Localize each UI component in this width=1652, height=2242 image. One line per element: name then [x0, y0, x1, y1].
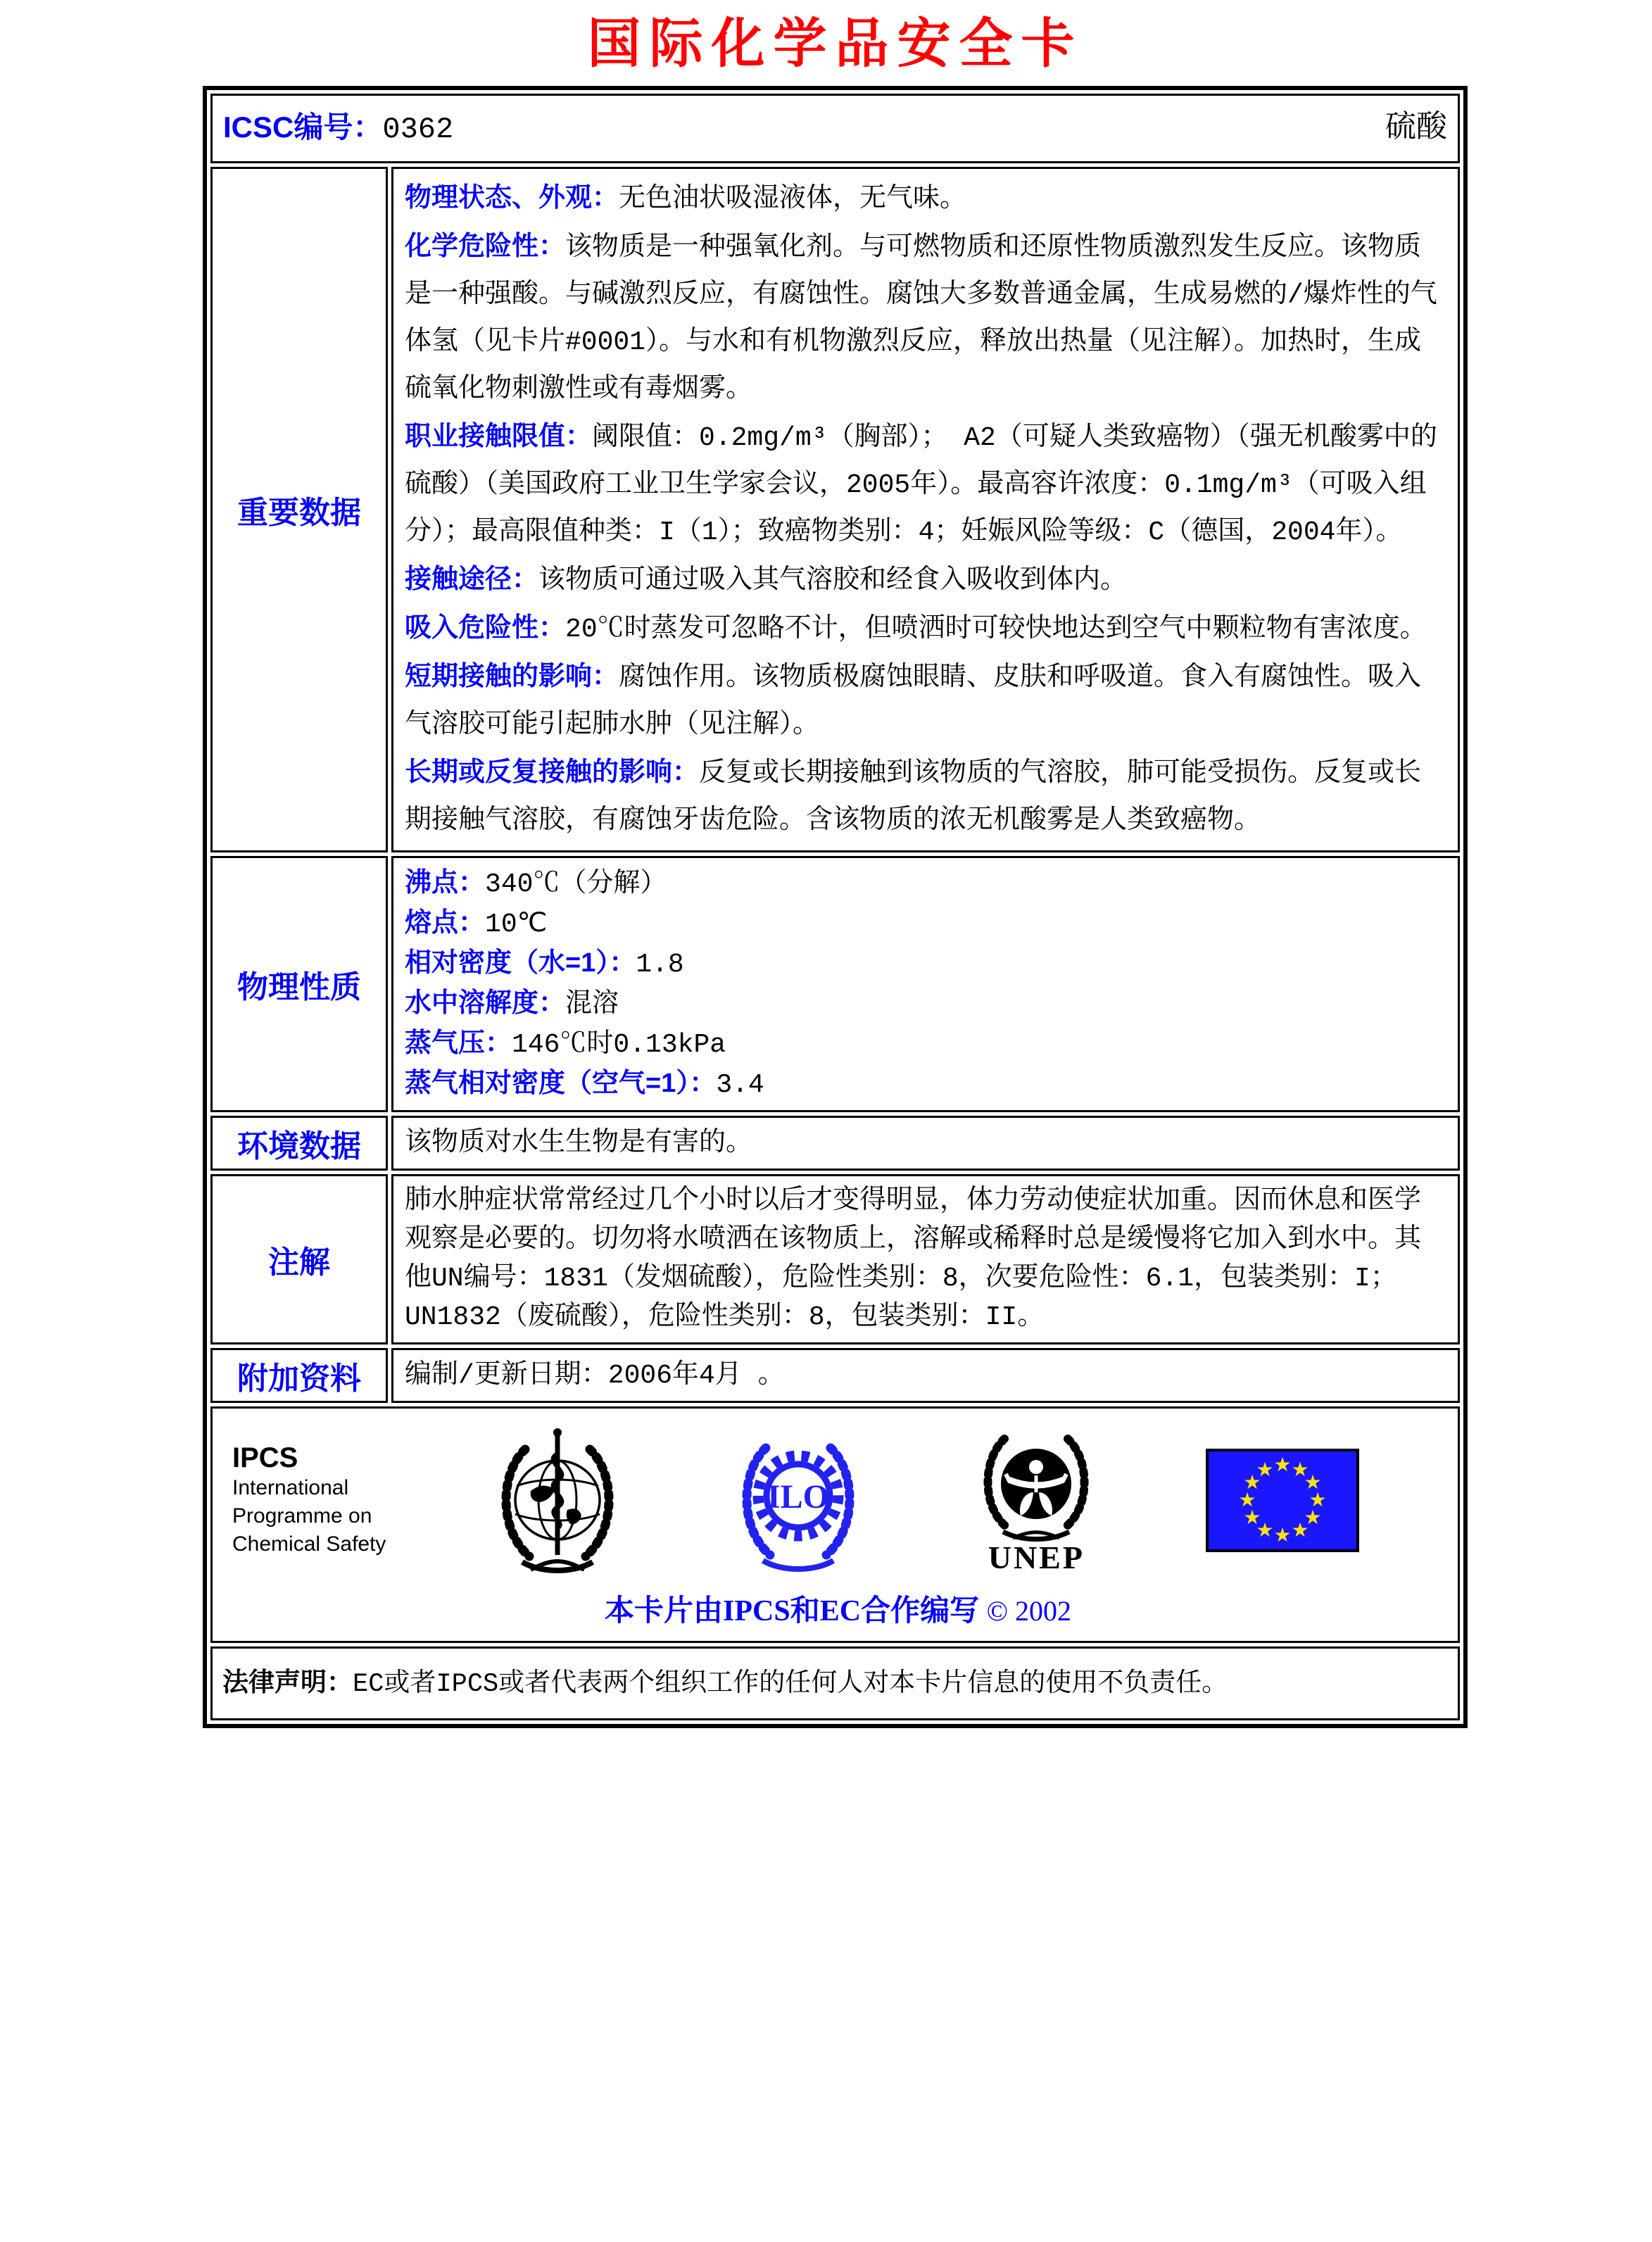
field-label: 熔点：	[405, 908, 486, 938]
svg-text:★: ★	[1256, 1457, 1274, 1481]
field-label: 吸入危险性：	[405, 613, 566, 643]
field-relative-density	[405, 944, 1446, 984]
section-label-important: 重要数据	[210, 167, 388, 852]
ipcs-line-3: Chemical Safety	[232, 1532, 386, 1556]
field-notes: 肺水肿症状常常经过几个小时以后才变得明显，体力劳动使症状加重。因而休息和医学观察是必要的。切勿将水喷洒在该物质上，溶解或稀释时总是缓慢将它加入到水中。其他UN编号：1831（发烟硫酸），危险性类别：8，次要危险性：6.1，包装类别：I；UN1832（废硫酸），危险性类别：8，包装类别：II。	[405, 1186, 1422, 1333]
legal-notice	[210, 1646, 1460, 1720]
ipcs-acronym: IPCS	[232, 1442, 298, 1473]
field-label: 水中溶解度：	[405, 988, 566, 1018]
svg-text:★: ★	[1273, 1452, 1292, 1476]
field-label: 物理状态、外观：	[405, 183, 619, 213]
copyright-text: © 2002	[986, 1595, 1071, 1627]
field-label: 相对密度（水=1）：	[405, 948, 636, 978]
notes-content	[391, 1174, 1460, 1344]
field-boiling-point	[405, 864, 1446, 904]
ipcs-line-1: International	[232, 1476, 349, 1499]
field-label: 化学危险性：	[405, 232, 566, 261]
field-value: 反复或长期接触到该物质的气溶胶，肺可能受损伤。反复或长期接触气溶胶，有腐蚀牙齿危险。含该物质的浓无机酸雾是人类致癌物。	[405, 759, 1422, 836]
title-bar	[203, 14, 1468, 75]
page-title: 国际化学品安全卡	[587, 14, 1083, 74]
field-inhalation-risk	[405, 605, 1446, 653]
ilo-letters: ILO	[767, 1478, 829, 1516]
field-value: 无色油状吸湿液体，无气味。	[619, 184, 967, 215]
svg-text:★: ★	[1291, 1457, 1309, 1481]
svg-text:★: ★	[1304, 1470, 1322, 1494]
field-label: 沸点：	[405, 868, 486, 898]
legal-row	[210, 1646, 1460, 1720]
field-update-date: 编制/更新日期：2006年4月 。	[405, 1360, 785, 1391]
environmental-data-row	[210, 1116, 1460, 1171]
field-melting-point	[405, 904, 1446, 944]
field-occupational-limits	[405, 413, 1446, 556]
field-label: 接触途径：	[405, 565, 539, 594]
field-label: 蒸气相对密度（空气=1）：	[405, 1069, 717, 1098]
who-logo-icon	[488, 1424, 626, 1576]
ilo-logo-icon	[729, 1425, 867, 1575]
unep-wordmark: UNEP	[988, 1539, 1085, 1575]
header-row	[210, 94, 1460, 163]
field-physical-state	[405, 175, 1446, 223]
environmental-data-content	[391, 1116, 1460, 1171]
section-label-additional: 附加资料	[210, 1348, 388, 1403]
field-water-solubility	[405, 984, 1446, 1024]
additional-info-row	[210, 1348, 1460, 1403]
safety-card-table	[203, 86, 1468, 1728]
additional-info-content	[391, 1348, 1460, 1403]
icsc-number-value: 0362	[382, 113, 454, 146]
icsc-number-label: ICSC编号：	[223, 111, 383, 144]
svg-text:★: ★	[1238, 1487, 1256, 1511]
field-vapor-pressure	[405, 1024, 1446, 1064]
svg-text:★: ★	[1256, 1518, 1274, 1542]
field-exposure-routes	[405, 556, 1446, 605]
field-value: 该物质是一种强氧化剂。与可燃物质和还原性物质激烈发生反应。该物质是一种强酸。与碱激烈反应，有腐蚀性。腐蚀大多数普通金属，生成易燃的/爆炸性的气体氢（见卡片#0001）。与水和有机物激烈反应，释放出热量（见注解）。加热时，生成硫氧化物刺激性或有毒烟雾。	[405, 233, 1437, 405]
physical-properties-content	[391, 856, 1460, 1112]
field-short-term-effects	[405, 653, 1446, 749]
field-value: 混溶	[565, 990, 619, 1020]
field-label: 蒸气压：	[405, 1028, 512, 1058]
section-label-environment: 环境数据	[210, 1116, 388, 1171]
ipcs-line-2: Programme on	[232, 1504, 372, 1528]
field-value: 腐蚀作用。该物质极腐蚀眼睛、皮肤和呼吸道。食入有腐蚀性。吸入气溶胶可能引起肺水肿（见注解）。	[405, 663, 1422, 741]
organization-logos	[225, 1421, 1451, 1576]
field-label: 职业接触限值：	[405, 422, 593, 451]
chemical-name: 硫酸	[1385, 111, 1447, 146]
field-label: 长期或反复接触的影响：	[405, 757, 700, 787]
eu-flag-icon	[1206, 1449, 1359, 1552]
notes-row	[210, 1174, 1460, 1344]
field-value: 20℃时蒸发可忽略不计，但喷洒时可较快地达到空气中颗粒物有害浓度。	[565, 615, 1427, 645]
field-value: 3.4	[716, 1070, 764, 1100]
legal-notice-text: EC或者IPCS或者代表两个组织工作的任何人对本卡片信息的使用不负责任。	[353, 1670, 1228, 1699]
field-value: 该物质可通过吸入其气溶胶和经食入吸收到体内。	[538, 566, 1128, 596]
legal-notice-label: 法律声明：	[222, 1668, 353, 1696]
svg-text:★: ★	[1291, 1518, 1309, 1542]
svg-text:★: ★	[1304, 1505, 1322, 1529]
field-label: 短期接触的影响：	[405, 662, 619, 691]
svg-text:★: ★	[1243, 1505, 1261, 1529]
svg-text:★: ★	[1309, 1487, 1327, 1511]
important-data-content	[391, 167, 1460, 852]
field-chemical-danger	[405, 223, 1446, 413]
field-environment: 该物质对水生生物是有害的。	[405, 1128, 753, 1159]
svg-text:★: ★	[1243, 1470, 1261, 1494]
ipcs-text-block	[232, 1442, 386, 1558]
card-header	[213, 96, 1457, 160]
physical-properties-row	[210, 856, 1460, 1112]
field-value: 阈限值：0.2mg/m³（胸部）； A2（可疑人类致癌物）（强无机酸雾中的硫酸）（美国政府工业卫生学家会议，2005年）。最高容许浓度：0.1mg/m³（可吸入组分）；最高限值种类：I（1）；致癌物类别：4；妊娠风险等级：C（德国，2004年）。	[405, 423, 1437, 548]
important-data-row	[210, 167, 1460, 852]
field-vapor-density	[405, 1064, 1446, 1104]
field-long-term-effects	[405, 749, 1446, 845]
logos-row	[210, 1406, 1460, 1643]
section-label-physical: 物理性质	[210, 856, 388, 1112]
field-value: 1.8	[636, 950, 684, 980]
unep-logo-icon	[969, 1425, 1103, 1576]
section-label-notes: 注解	[210, 1174, 388, 1344]
cooperation-caption	[225, 1587, 1451, 1630]
field-value: 10℃	[485, 909, 548, 940]
caption-text: 本卡片由IPCS和EC合作编写	[605, 1595, 980, 1627]
icsc-number-group	[223, 108, 453, 149]
field-value: 146℃时0.13kPa	[512, 1030, 726, 1060]
svg-text:★: ★	[1273, 1523, 1292, 1547]
field-value: 340℃（分解）	[485, 869, 667, 900]
